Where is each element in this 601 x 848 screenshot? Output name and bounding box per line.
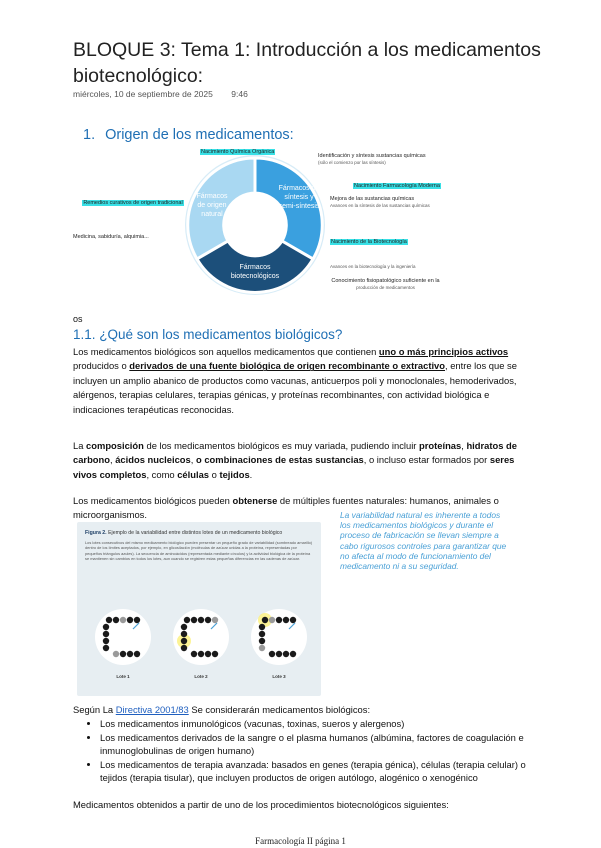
amino-acid-bead xyxy=(103,624,109,630)
amino-acid-bead xyxy=(290,617,296,623)
biologic-types-list xyxy=(73,717,545,785)
amino-acid-bead xyxy=(103,645,109,651)
lot-2-label: Lote 2 xyxy=(194,674,208,679)
label-identification: Identificación y síntesis sustancias químicas (sólo el comienzo por las síntesis) xyxy=(318,153,426,165)
paragraph-definition: Los medicamentos biológicos son aquellos medicamentos que contienen uno o más principios activos producidos o derivados de una fuente biológica de origen recombinante o extractivo, entre los que se incluyen un amplio abanico de productos como vacunas, anticuerpos poli y monoclonales, hemoderivados, alérgenos, terapias celulares, terapias génicas, y proteínas recombinantes, con actividad biológica e indicaciones terapéuticas reconocidas. xyxy=(73,346,517,415)
lot-1-molecule xyxy=(95,609,151,665)
amino-acid-bead xyxy=(191,651,197,657)
paragraph-sources: Los medicamentos biológicos pueden obtenerse de múltiples fuentes naturales: humanos, animales o microorganismos. xyxy=(73,495,499,521)
amino-acid-bead xyxy=(276,617,282,623)
amino-acid-bead xyxy=(103,631,109,637)
amino-acid-bead xyxy=(106,617,112,623)
amino-acid-bead xyxy=(259,645,265,651)
lot-2-molecule xyxy=(173,609,229,665)
label-biotech-birth: Nacimiento de la Biotecnología xyxy=(331,239,407,245)
amino-acid-bead xyxy=(127,651,133,657)
segment-label-synthesis: Fármacos de síntesis y semi-síntesis xyxy=(278,185,320,210)
amino-acid-bead xyxy=(259,631,265,637)
lot-3-molecule xyxy=(251,609,307,665)
lot-3-label: Lote 3 xyxy=(272,674,286,679)
amino-acid-bead xyxy=(269,617,275,623)
label-traditional-remedies: Remedios curativos de origen tradicional xyxy=(83,200,183,206)
amino-acid-bead xyxy=(184,617,190,623)
segment-label-biotech: Fármacos biotecnológicos xyxy=(230,264,280,280)
amino-acid-bead xyxy=(120,617,126,623)
amino-acid-bead xyxy=(283,617,289,623)
amino-acid-bead xyxy=(181,624,187,630)
lot-molecules xyxy=(77,522,321,696)
origin-diagram xyxy=(180,150,330,300)
page-title: BLOQUE 3: Tema 1: Introducción a los medicamentos biotecnológico: xyxy=(73,39,541,87)
list-item: • Los medicamentos derivados de la sangre o el plasma humanos (albúmina, factores de coagulación e inmunoglobulinas de origen humano) xyxy=(100,731,545,758)
section-heading-1 xyxy=(83,127,294,143)
variability-quote: La variabilidad natural es inherente a todos los medicamentos biológicos y durante el proceso de fabricación se llevan siempre a cabo rigurosos controles para garantizar que no afecta al modo de funcionamiento del medicamento ni a su seguridad. xyxy=(340,510,507,572)
amino-acid-bead xyxy=(269,651,275,657)
amino-acid-bead xyxy=(259,638,265,644)
amino-acid-bead xyxy=(103,638,109,644)
stray-text: os xyxy=(73,314,83,324)
page-footer: Farmacología II página 1 xyxy=(255,836,346,846)
note-timestamp xyxy=(73,89,264,99)
amino-acid-bead xyxy=(259,624,265,630)
label-medicine-alchemy: Medicina, sabiduría, alquimia... xyxy=(73,234,149,240)
amino-acid-bead xyxy=(198,651,204,657)
label-pharma-notes: Mejora de las sustancias químicas Avances en la síntesis de las sustancias químicas xyxy=(330,196,430,208)
amino-acid-bead xyxy=(205,617,211,623)
lot-1-label: Lote 1 xyxy=(116,674,130,679)
amino-acid-bead xyxy=(212,651,218,657)
amino-acid-bead xyxy=(191,617,197,623)
batch-variability-figure xyxy=(77,522,321,696)
directive-link[interactable]: Directiva 2001/83 xyxy=(115,704,189,715)
amino-acid-bead xyxy=(212,617,218,623)
amino-acid-bead xyxy=(262,617,268,623)
amino-acid-bead xyxy=(113,651,119,657)
note-date: miércoles, 10 de septiembre de 2025 xyxy=(73,89,213,99)
paragraph-directive: Según La Directiva 2001/83 Se considerarán medicamentos biológicos: xyxy=(73,704,371,715)
figure-title: Figura 2. Ejemplo de la variabilidad entre distintos lotes de un medicamento biológico xyxy=(85,530,283,536)
label-biotech-advances: Avances en la biotecnología y la ingeniería xyxy=(330,264,416,269)
amino-acid-bead xyxy=(283,651,289,657)
amino-acid-bead xyxy=(181,631,187,637)
amino-acid-bead xyxy=(181,645,187,651)
amino-acid-bead xyxy=(276,651,282,657)
paragraph-procedures: Medicamentos obtenidos a partir de uno de los procedimientos biotecnológicos siguientes: xyxy=(73,799,449,810)
amino-acid-bead xyxy=(134,617,140,623)
section-title: Origen de los medicamentos: xyxy=(105,127,294,143)
amino-acid-bead xyxy=(181,638,187,644)
amino-acid-bead xyxy=(198,617,204,623)
section-heading-1-1: 1.1. ¿Qué son los medicamentos biológicos? xyxy=(73,327,343,342)
amino-acid-bead xyxy=(113,617,119,623)
figure-caption: Los lotes consecutivos del mismo medicamento biológico pueden presentar un pequeño grado de variabilidad (sombreado amarillo) dentro de los límites aceptados, por ejemplo, en glicosilación (moléculas de azúcar unidas a la proteína, representadas por pequeños triángulos azules). La secuencia de aminoácidos (representada mediante círculos) y la actividad biológica de la proteína se mantienen sin cambios en todos los lotes, aun cuando se registren estas pequeñas diferencias en las cadenas de azúcar. xyxy=(85,540,313,562)
label-modern-pharmacology: Nacimiento Farmacología Moderna xyxy=(354,183,440,189)
list-item: • Los medicamentos inmunológicos (vacunas, toxinas, sueros y alergenos) xyxy=(100,717,545,731)
note-time: 9:46 xyxy=(231,89,248,99)
amino-acid-bead xyxy=(127,617,133,623)
amino-acid-bead xyxy=(120,651,126,657)
list-item: • Los medicamentos de terapia avanzada: basados en genes (terapia génica), células (terapia celular) o tejidos (terapia tisular), que incluyen productos de origen autólogo, alogénico o xenogénico xyxy=(100,758,545,785)
amino-acid-bead xyxy=(290,651,296,657)
amino-acid-bead xyxy=(205,651,211,657)
label-organic-chemistry: Nacimiento Química Orgánica xyxy=(201,149,275,155)
segment-label-natural: Fármacos de origen natural xyxy=(196,193,228,218)
amino-acid-bead xyxy=(134,651,140,657)
label-biotech-knowledge: Conocimiento fisiopatológico suficiente en la producción de medicamentos xyxy=(331,278,440,290)
section-number: 1. xyxy=(83,127,96,143)
paragraph-composition: La composición de los medicamentos biológicos es muy variada, pudiendo incluir proteínas, hidratos de carbono, ácidos nucleicos, o combinaciones de estas sustancias, o incluso estar formados por seres vivos completos, como células o tejidos. xyxy=(73,440,517,480)
